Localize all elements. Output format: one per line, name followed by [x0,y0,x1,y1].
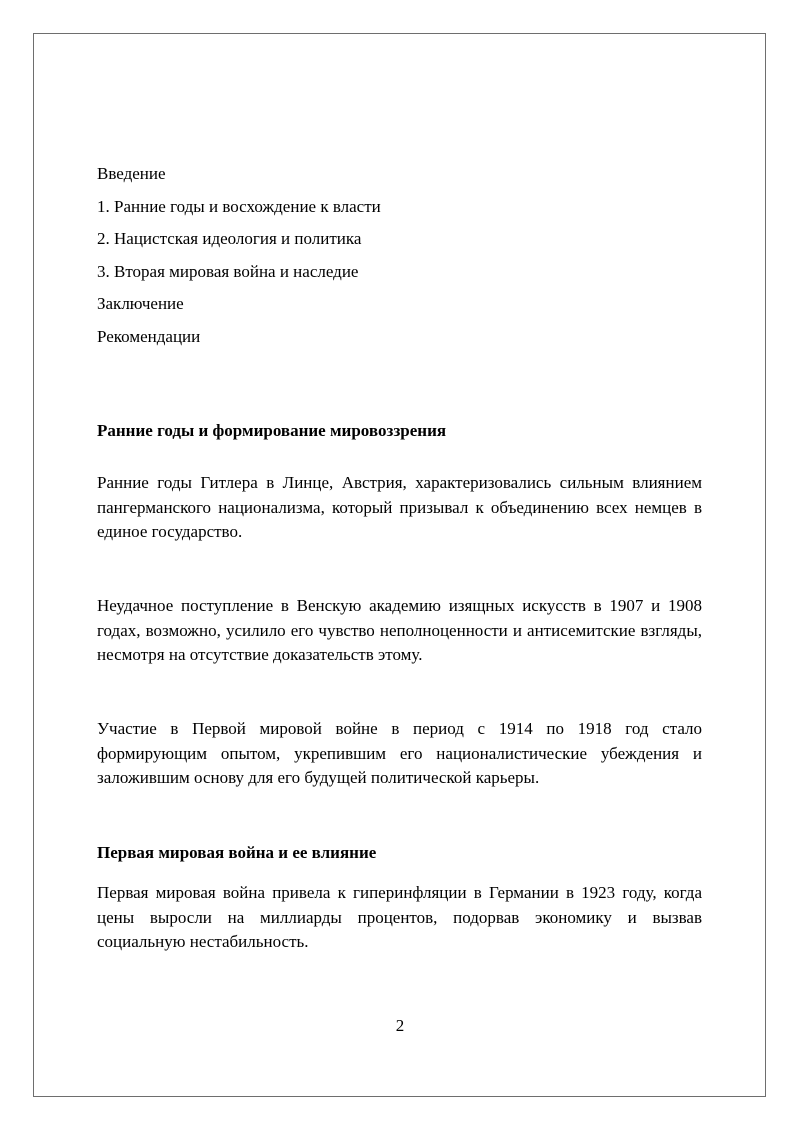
section-heading-ww1: Первая мировая война и ее влияние [97,843,377,862]
table-of-contents [97,158,702,353]
toc-item-conclusion: Заключение [97,294,184,313]
section-heading-early-years: Ранние годы и формирование мировоззрения [97,421,447,440]
paragraph: Ранние годы Гитлера в Линце, Австрия, характеризовались сильным влиянием пангерманского национализма, который призывал к объединению всех немцев в единое государство. [97,473,702,541]
page-number: 2 [395,1016,405,1035]
toc-item-2: 2. Нацистская идеология и политика [97,229,362,248]
toc-item-1: 1. Ранние годы и восхождение к власти [97,196,381,216]
paragraph: Участие в Первой мировой войне в период с 1914 по 1918 год стало формирующим опытом, укрепившим его националистические убеждения и заложившим основу для его будущей политической карьеры. [97,719,702,787]
paragraph: Первая мировая война привела к гиперинфляции в Германии в 1923 году, когда цены выросли на миллиарды процентов, подорвав экономику и вызвав социальную нестабильность. [97,883,702,951]
toc-item-introduction: Введение [97,164,166,183]
toc-item-recommendations: Рекомендации [97,326,201,346]
paragraph: Неудачное поступление в Венскую академию изящных искусств в 1907 и 1908 годах, возможно, усилило его чувство неполноценности и антисемитские взгляды, несмотря на отсутствие доказательств этому. [97,596,702,664]
toc-item-3: 3. Вторая мировая война и наследие [97,261,359,281]
